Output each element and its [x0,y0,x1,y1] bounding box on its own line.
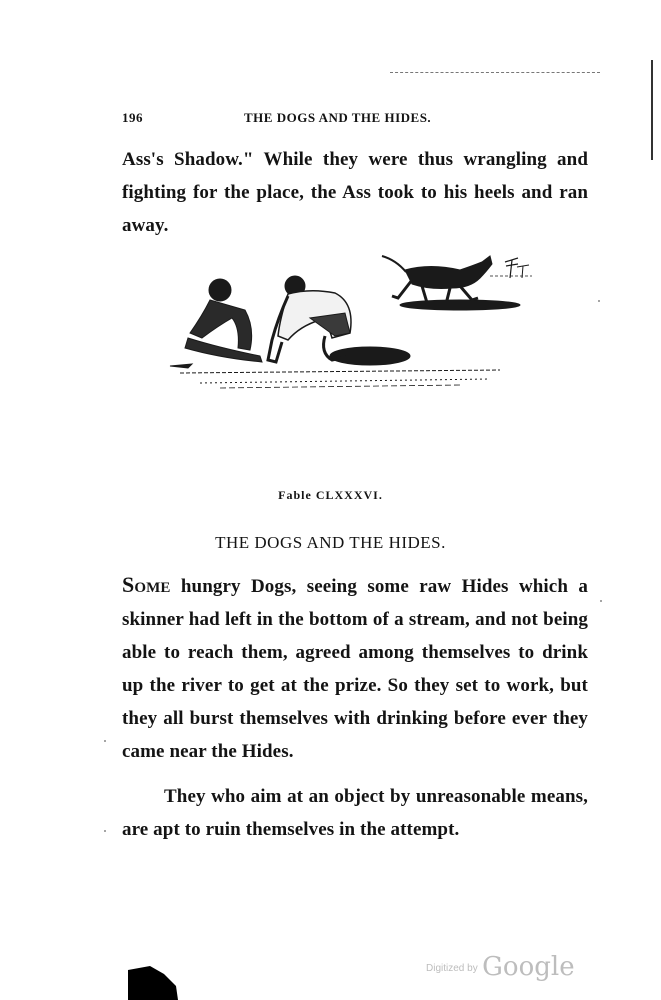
opening-word: Some [122,572,171,597]
digitized-watermark [426,952,575,982]
top-scan-artifact [390,72,600,73]
scan-speck [600,600,602,602]
digitized-by-label: Digitized by [426,963,478,974]
scan-speck [104,830,106,832]
fable-body-paragraph [122,568,588,768]
scan-speck [104,740,106,742]
page-number: 196 [122,110,143,125]
moral-paragraph: They who aim at an object by unreasonable means, are apt to ruin themselves in the attempt. [122,786,588,840]
continuation-paragraph: Ass's Shadow." While they were thus wrangling and fighting for the place, the Ass took to his heels and ran away. [122,149,588,236]
scan-speck [598,300,600,302]
right-edge-artifact [651,60,653,160]
fable-body-text: hungry Dogs, seeing some raw Hides which a skinner had left in the bottom of a stream, and not being able to reach them, agreed among themselves to drink up the river to get at the prize. So they set to work, but they all burst themselves with drinking before ever they came near the Hides. [122,576,588,762]
fable-number: Fable CLXXXVI. [278,488,383,502]
google-logo: Google [482,952,575,982]
running-title: THE DOGS AND THE HIDES. [244,110,432,125]
ink-blot [128,966,178,1000]
illustration-men-and-ass [160,248,540,398]
fable-title: THE DOGS AND THE HIDES. [215,533,446,552]
